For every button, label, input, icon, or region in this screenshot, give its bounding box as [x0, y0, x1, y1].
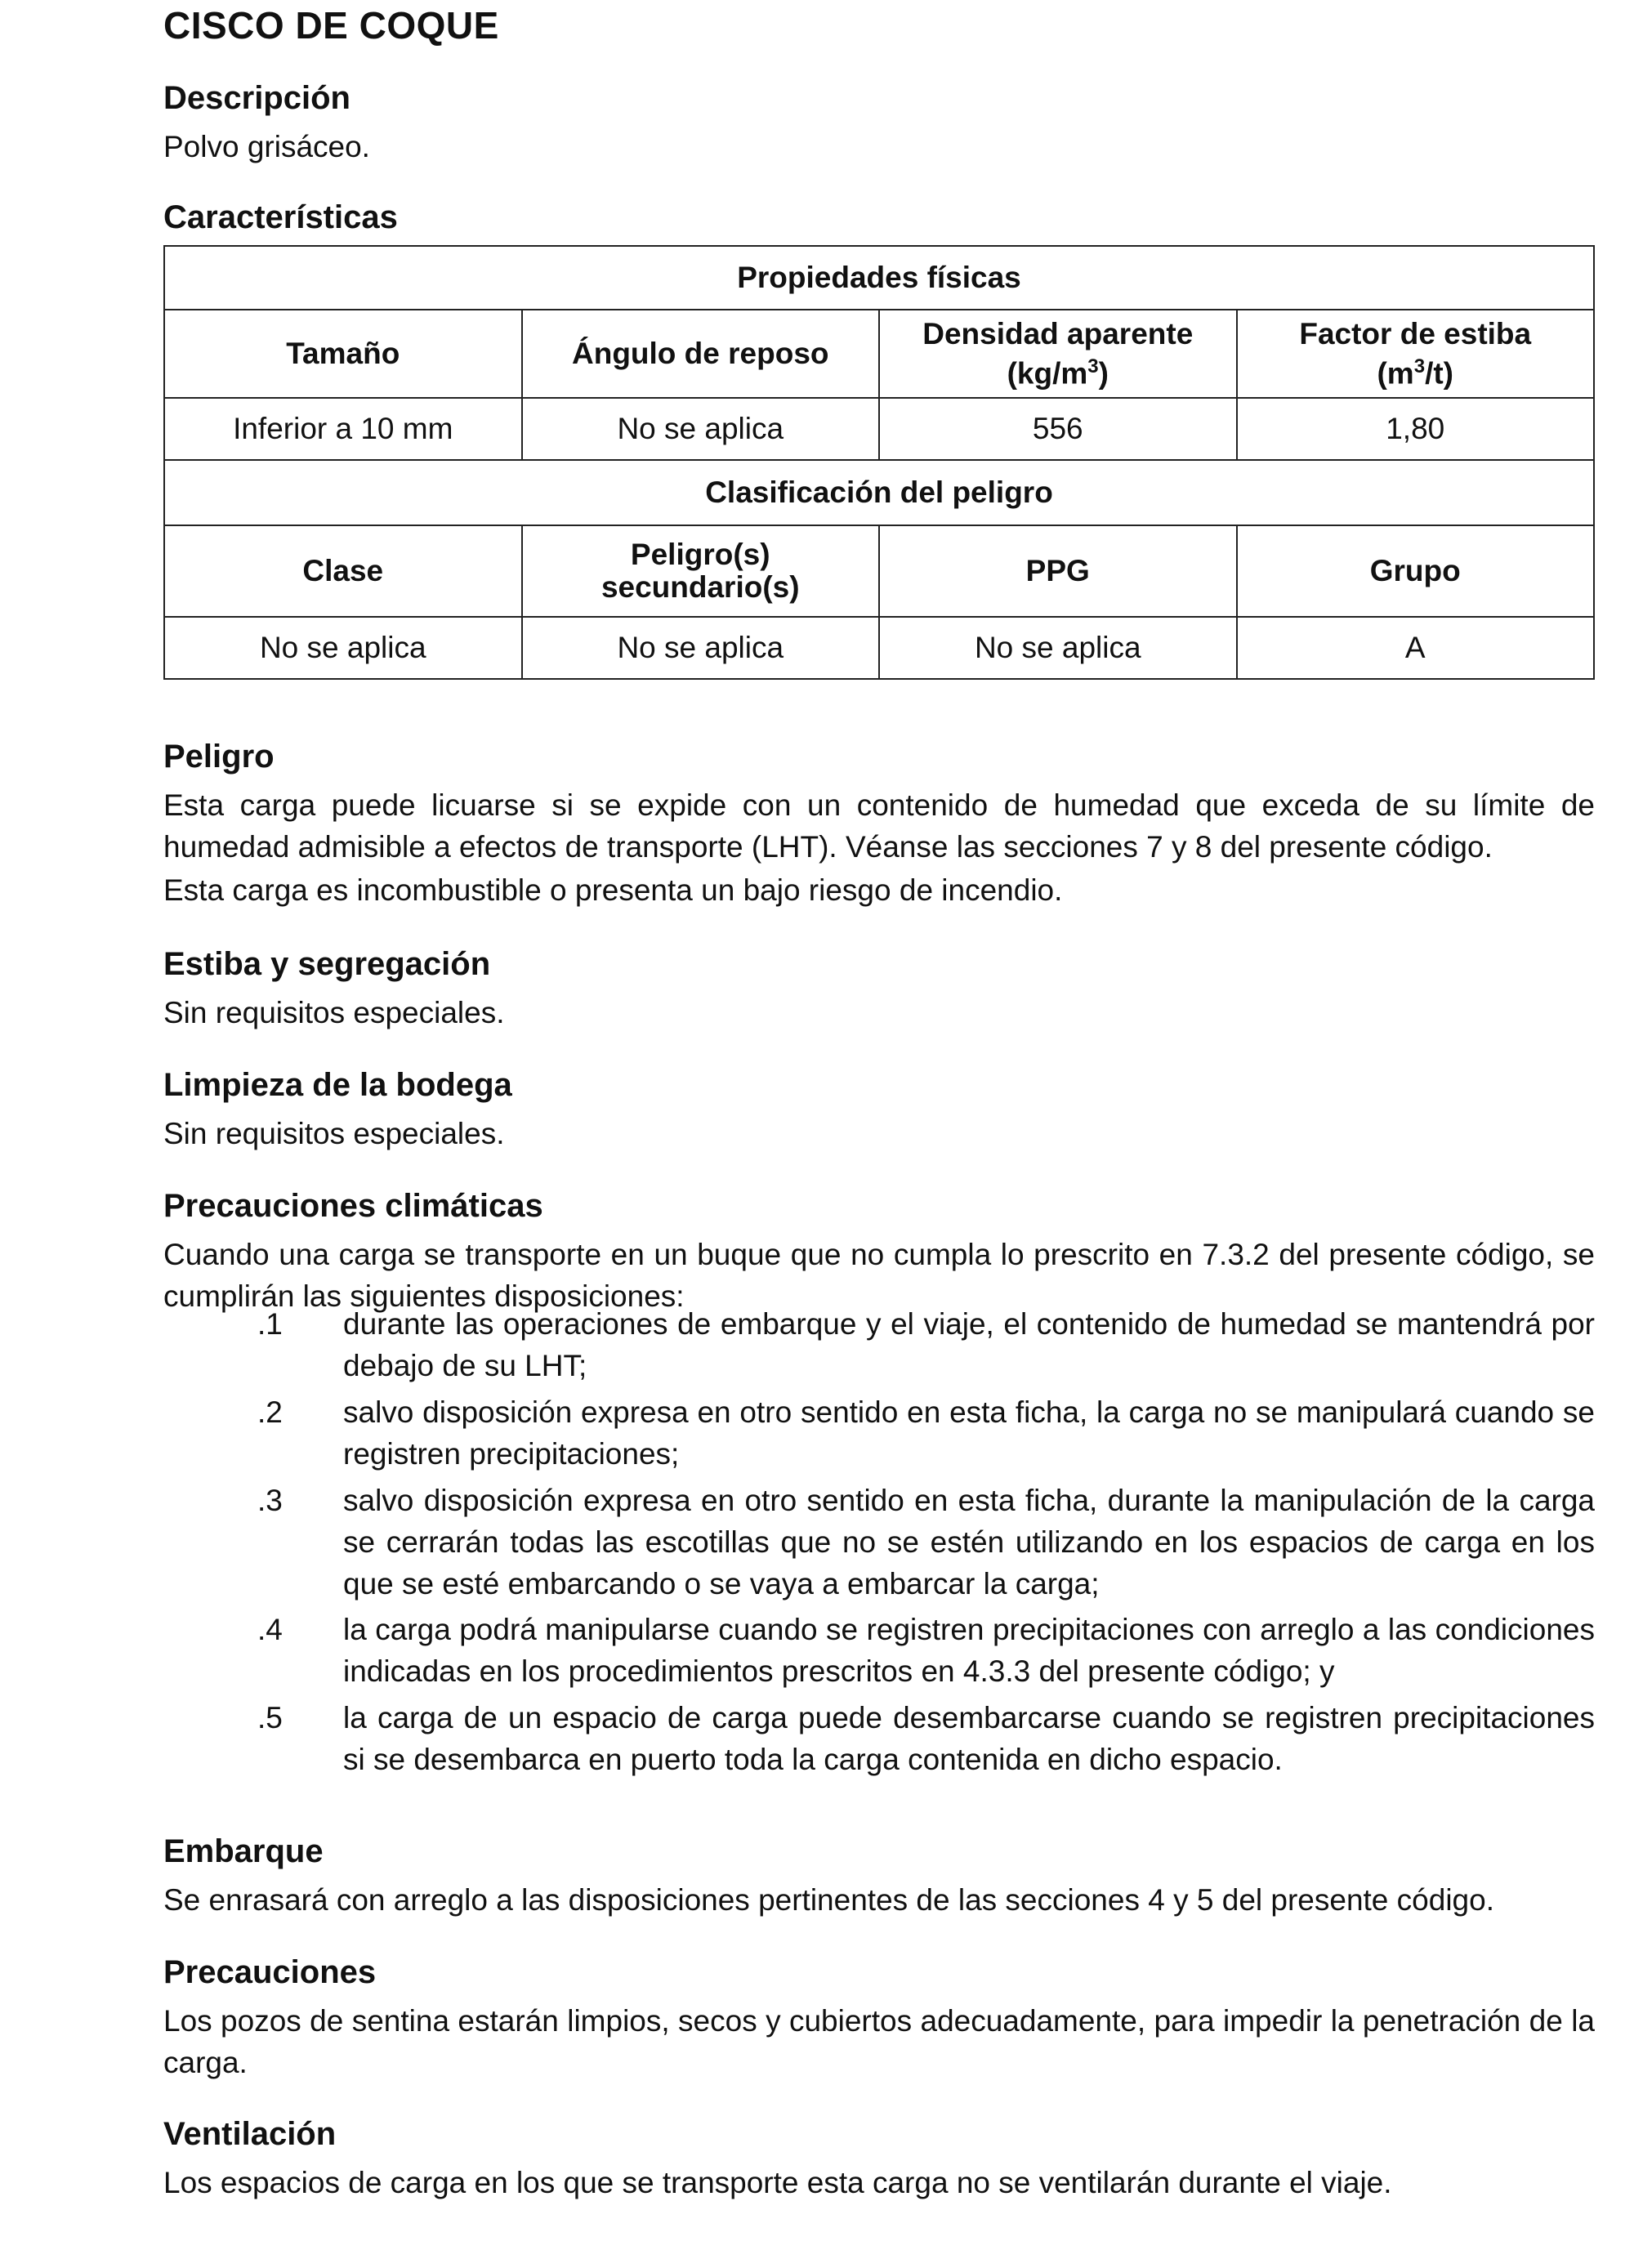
embarque-text: Se enrasará con arreglo a las disposiciones pertinentes de las secciones 4 y 5 del presente código. [163, 1883, 1494, 1917]
limpieza-heading: Limpieza de la bodega [163, 1067, 512, 1103]
col-size-header: Tamaño [164, 310, 522, 398]
caracteristicas-heading: Características [163, 199, 398, 235]
val-density-cell: 556 [879, 398, 1237, 460]
climaticas-heading: Precauciones climáticas [163, 1188, 543, 1224]
col-class-header: Clase [164, 525, 522, 617]
col-group-header: Grupo [1237, 525, 1595, 617]
val-ppg-cell: No se aplica [879, 617, 1237, 679]
val-size-cell: Inferior a 10 mm [164, 398, 522, 460]
density-label: Densidad aparente [922, 316, 1194, 350]
col-stowage-header [1237, 310, 1595, 398]
density-unit-pre: (kg/m [1007, 356, 1088, 391]
properties-table [163, 245, 1595, 680]
ventilacion-text: Los espacios de carga en los que se transporte esta carga no se ventilarán durante el viaje. [163, 2166, 1392, 2199]
list-item-text: salvo disposición expresa en otro sentido en esta ficha, durante la manipulación de la carga se cerrarán todas las escotillas que no se estén utilizando en los espacios de carga en los que se esté embarcando o se vaya a embarcar la carga; [343, 1484, 1595, 1601]
peligro-text-2: Esta carga es incombustible o presenta un bajo riesgo de incendio. [163, 873, 1063, 907]
limpieza-text: Sin requisitos especiales. [163, 1117, 505, 1150]
climaticas-intro: Cuando una carga se transporte en un buque que no cumpla lo prescrito en 7.3.2 del presente código, se cumplirán las siguientes disposiciones: [163, 1238, 1595, 1313]
hazard-classification-title: Clasificación del peligro [164, 460, 1594, 525]
stowage-unit-pre: (m [1377, 356, 1414, 391]
page-title: CISCO DE COQUE [163, 4, 499, 47]
peligro-text-1: Esta carga puede licuarse si se expide con un contenido de humedad que exceda de su límite de humedad admisible a efectos de transporte (LHT). Véanse las secciones 7 y 8 del presente código. [163, 788, 1595, 864]
list-item-text: la carga podrá manipularse cuando se registren precipitaciones con arreglo a las condiciones indicadas en los procedimientos prescritos en 4.3.3 del presente código; y [343, 1613, 1595, 1688]
density-unit-sup: 3 [1087, 355, 1099, 377]
val-group-cell: A [1237, 617, 1595, 679]
precauciones-text: Los pozos de sentina estarán limpios, secos y cubiertos adecuadamente, para impedir la penetración de la carga. [163, 2004, 1595, 2079]
val-angle-cell: No se aplica [522, 398, 880, 460]
list-item-number: .4 [257, 1613, 283, 1646]
val-class-cell: No se aplica [164, 617, 522, 679]
physical-properties-title: Propiedades físicas [164, 246, 1594, 310]
list-item-number: .3 [257, 1484, 283, 1517]
precauciones-heading: Precauciones [163, 1954, 377, 1990]
stowage-unit-post: /t) [1425, 356, 1454, 391]
list-item-text: salvo disposición expresa en otro sentido en esta ficha, la carga no se manipulará cuando se registren precipitaciones; [343, 1395, 1595, 1471]
col-ppg-header: PPG [879, 525, 1237, 617]
val-secondary-cell: No se aplica [522, 617, 880, 679]
ventilacion-heading: Ventilación [163, 2116, 337, 2152]
list-item-text: la carga de un espacio de carga puede desembarcarse cuando se registren precipitaciones si se desembarca en puerto toda la carga contenida en dicho espacio. [343, 1701, 1595, 1776]
col-secondary-header: Peligro(s) secundario(s) [522, 525, 880, 617]
density-unit-post: ) [1098, 356, 1109, 391]
list-item-text: durante las operaciones de embarque y el viaje, el contenido de humedad se mantendrá por debajo de su LHT; [343, 1307, 1595, 1382]
estiba-heading: Estiba y segregación [163, 946, 491, 982]
descripcion-heading: Descripción [163, 80, 350, 116]
list-item-number: .2 [257, 1395, 283, 1429]
list-item-number: .5 [257, 1701, 283, 1734]
col-density-header [879, 310, 1237, 398]
embarque-heading: Embarque [163, 1833, 324, 1869]
stowage-label: Factor de estiba [1299, 316, 1532, 350]
stowage-unit-sup: 3 [1413, 355, 1426, 377]
val-stowage-cell: 1,80 [1237, 398, 1595, 460]
estiba-text: Sin requisitos especiales. [163, 996, 505, 1029]
descripcion-text: Polvo grisáceo. [163, 130, 370, 163]
peligro-heading: Peligro [163, 739, 275, 775]
col-angle-header: Ángulo de reposo [522, 310, 880, 398]
list-item-number: .1 [257, 1307, 283, 1341]
